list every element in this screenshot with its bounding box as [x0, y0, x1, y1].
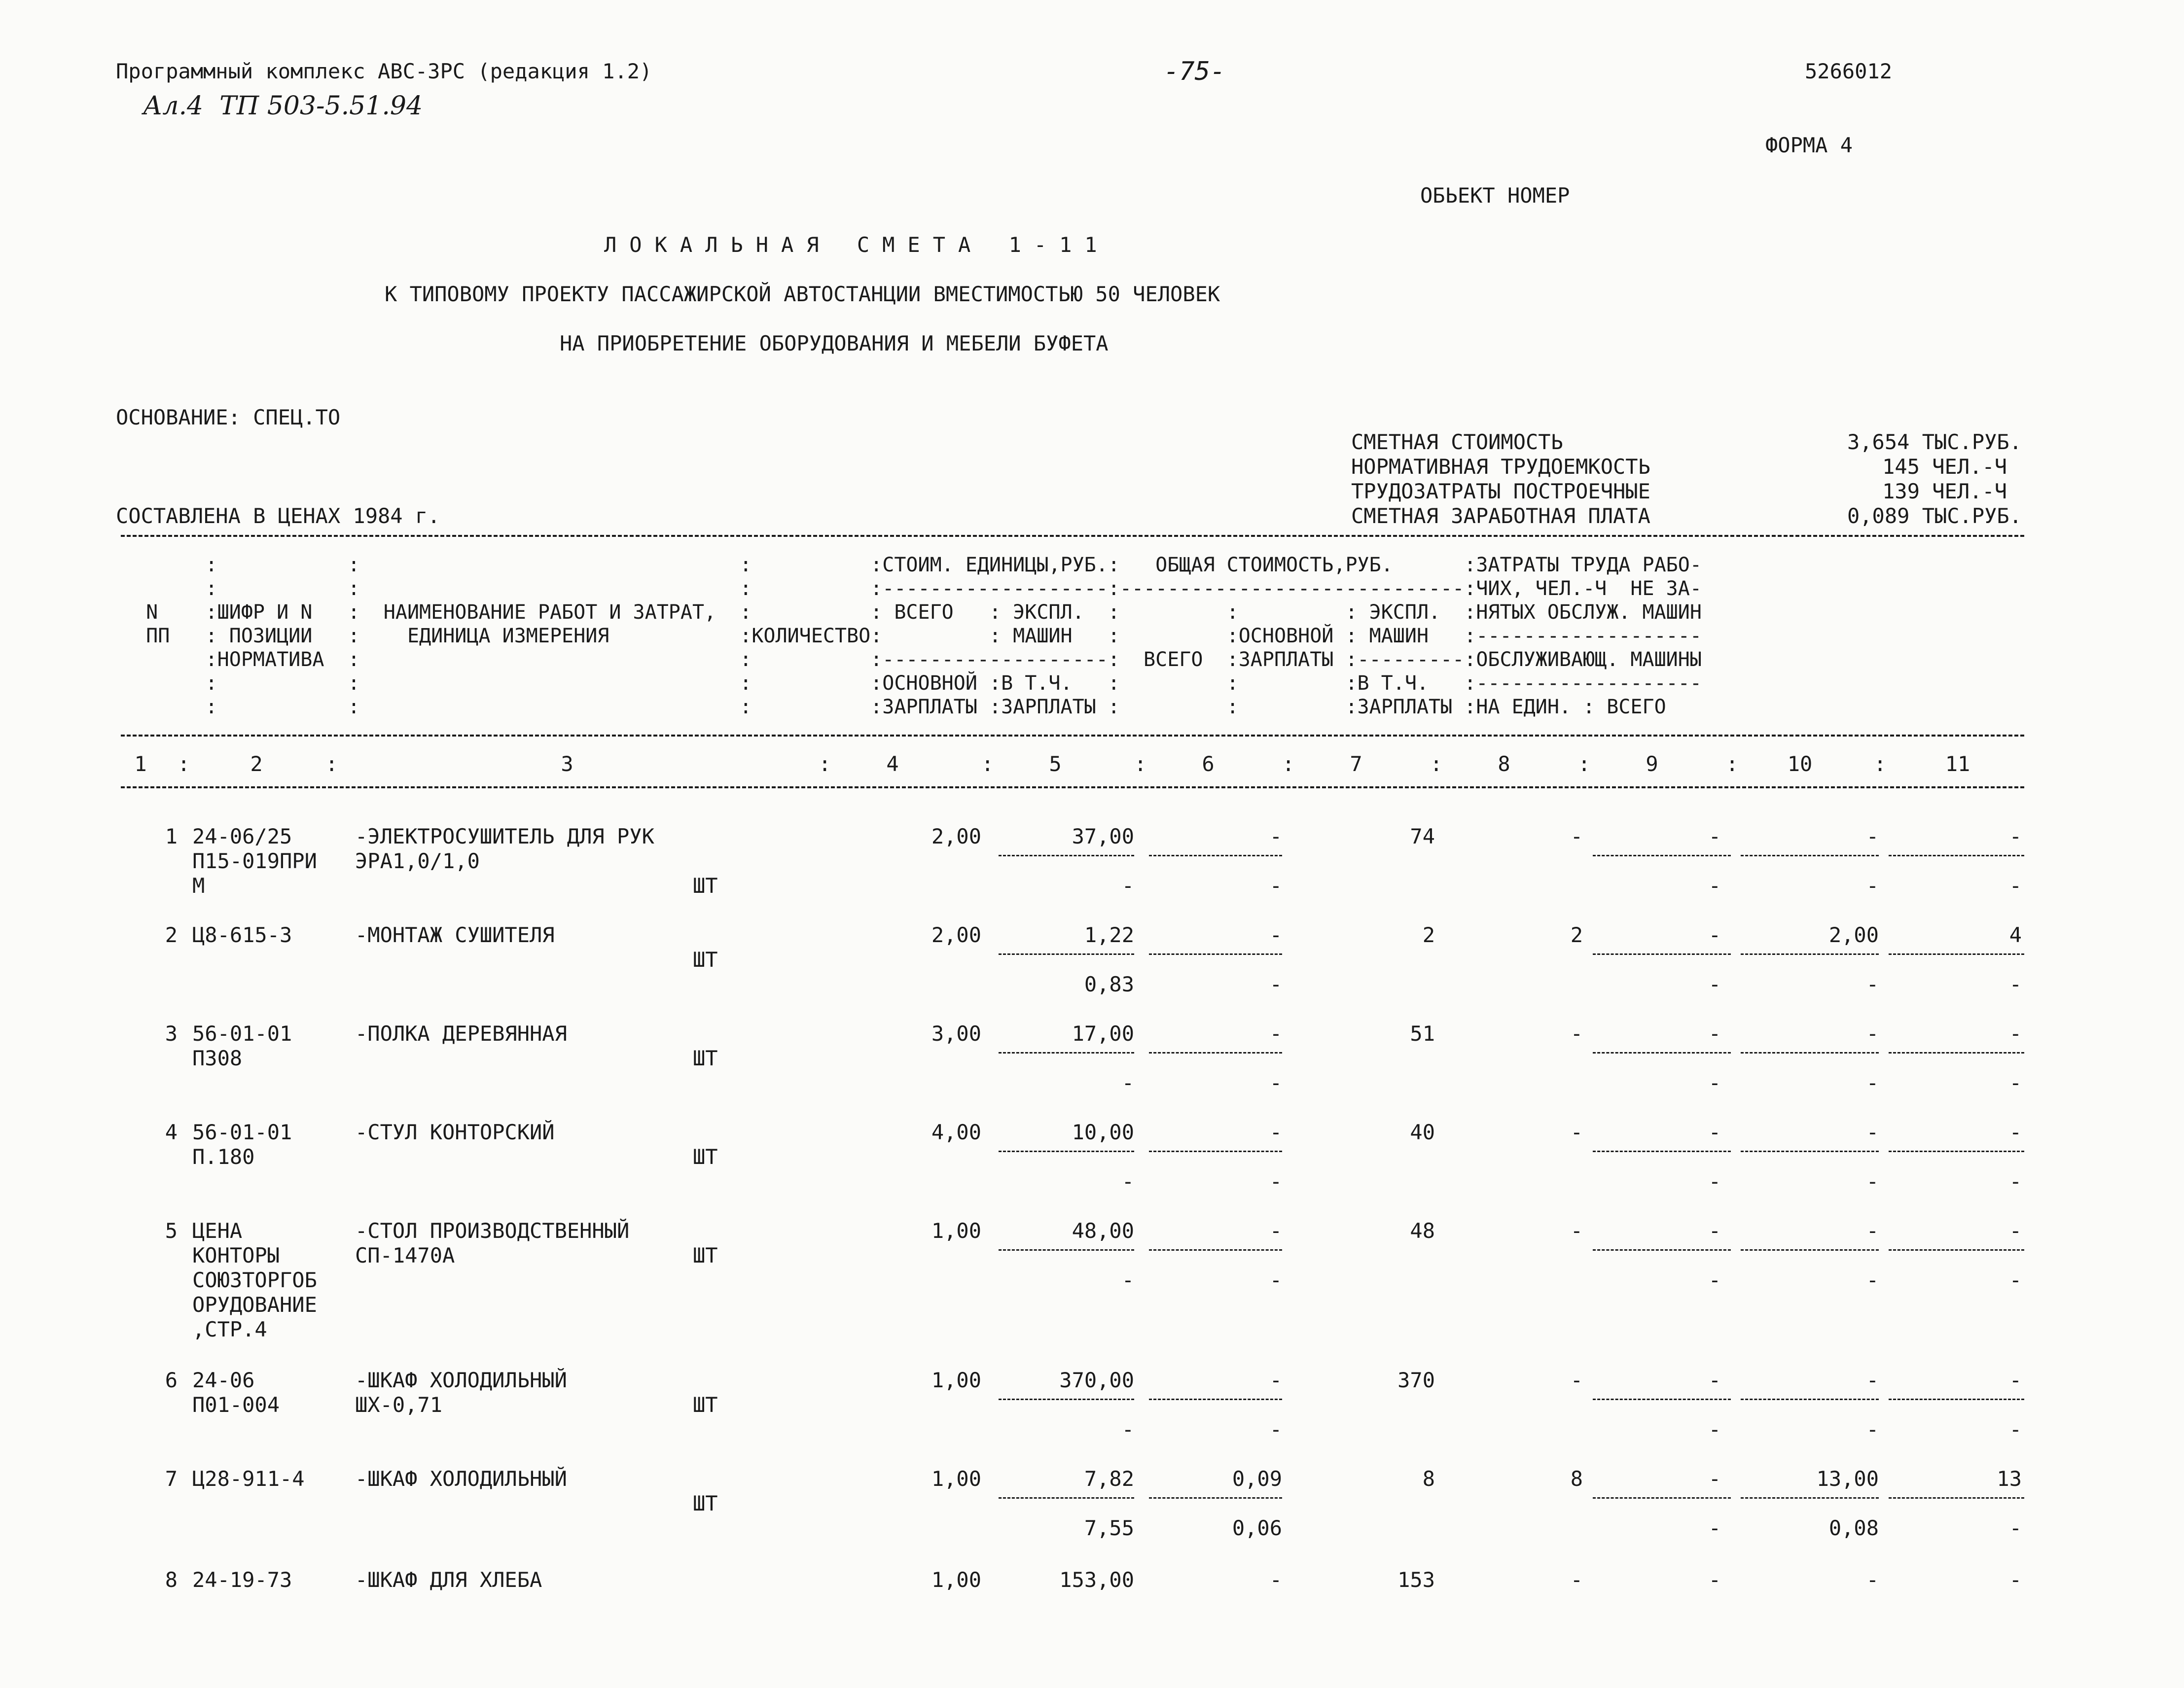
- row-code: СОЮЗТОРГОБ: [192, 1268, 317, 1292]
- table-header-line: :НОРМАТИВА : : :-------------------: ВСЕГО :ЗАРПЛАТЫ :---------:ОБСЛУЖИВАЮЩ. МАШИНЫ: [122, 648, 1702, 671]
- row-number: 1: [165, 824, 178, 848]
- row-number: 4: [165, 1120, 178, 1144]
- cell-divider: [1741, 1151, 1879, 1152]
- row-labor-unit2: -: [1866, 874, 1879, 898]
- row-name: -ШКАФ ДЛЯ ХЛЕБА: [355, 1568, 542, 1592]
- row-total-mach: -: [1708, 1120, 1721, 1144]
- row-total-mach-wage: -: [1708, 1268, 1721, 1292]
- row-unit-wage: -: [1121, 1268, 1134, 1292]
- cell-divider: [1149, 953, 1282, 955]
- row-name: ЭРА1,0/1,0: [355, 849, 480, 873]
- row-code: П15-019ПРИ: [192, 849, 317, 873]
- divider: [121, 535, 2024, 537]
- row-unit-wage: -: [1121, 1169, 1134, 1194]
- cell-divider: [999, 855, 1134, 856]
- row-total-mach: -: [1708, 1219, 1721, 1243]
- row-labor-total: -: [2009, 824, 2022, 848]
- row-total-mach: -: [1708, 1021, 1721, 1046]
- row-total-wage: -: [1570, 824, 1583, 848]
- cell-divider: [1149, 1151, 1282, 1152]
- summary-value: 0,089 ТЫС.РУБ.: [1847, 504, 2022, 528]
- row-total-wage: -: [1570, 1219, 1583, 1243]
- row-unit-wage: 7,55: [1084, 1516, 1134, 1540]
- row-unit-mach-wage: -: [1269, 1071, 1282, 1095]
- row-unit-mach: -: [1269, 923, 1282, 947]
- row-unit-total: 48,00: [1072, 1219, 1134, 1243]
- row-number: 3: [165, 1021, 178, 1046]
- column-separators: :: [1726, 752, 1739, 776]
- row-name: -ЭЛЕКТРОСУШИТЕЛЬ ДЛЯ РУК: [355, 824, 654, 848]
- cell-divider: [1741, 1497, 1879, 1499]
- column-number: 6: [1202, 752, 1215, 776]
- row-labor-unit2: -: [1866, 972, 1879, 996]
- table-header-line: N :ШИФР И N : НАИМЕНОВАНИЕ РАБОТ И ЗАТРАТ, : : ВСЕГО : ЭКСПЛ. : : : ЭКСПЛ. :НЯТЫХ ОБСЛУЖ. МАШИН: [122, 601, 1702, 624]
- row-code: Ц8-615-3: [192, 923, 292, 947]
- row-number: 8: [165, 1568, 178, 1592]
- row-name: -ШКАФ ХОЛОДИЛЬНЫЙ: [355, 1368, 567, 1392]
- row-code: 56-01-01: [192, 1021, 292, 1046]
- row-labor-total2: -: [2009, 1169, 2022, 1194]
- row-code: М: [192, 874, 205, 898]
- row-total-mach: -: [1708, 1568, 1721, 1592]
- row-number: 5: [165, 1219, 178, 1243]
- row-unit: ШТ: [693, 1491, 718, 1515]
- column-separators: :: [819, 752, 831, 776]
- cell-divider: [1889, 953, 2024, 955]
- row-unit-mach-wage: -: [1269, 1417, 1282, 1442]
- program-name: Программный комплекс АВС-3РС (редакция 1.2): [116, 59, 652, 83]
- cell-divider: [1889, 1249, 2024, 1251]
- row-total-mach-wage: -: [1708, 874, 1721, 898]
- row-total: 48: [1410, 1219, 1435, 1243]
- row-labor-total: 4: [2009, 923, 2022, 947]
- row-labor-unit: -: [1866, 1568, 1879, 1592]
- row-total-wage: 8: [1570, 1467, 1583, 1491]
- row-name: -ПОЛКА ДЕРЕВЯННАЯ: [355, 1021, 567, 1046]
- cell-divider: [1593, 855, 1731, 856]
- row-labor-total2: -: [2009, 972, 2022, 996]
- column-number: 8: [1498, 752, 1510, 776]
- basis: ОСНОВАНИЕ: СПЕЦ.ТО: [116, 405, 341, 429]
- prices-year: СОСТАВЛЕНА В ЦЕНАХ 1984 г.: [116, 504, 440, 528]
- row-unit-total: 37,00: [1072, 824, 1134, 848]
- row-unit-total: 370,00: [1059, 1368, 1134, 1392]
- row-labor-unit: -: [1866, 824, 1879, 848]
- row-qty: 1,00: [931, 1368, 981, 1392]
- row-unit-mach: -: [1269, 1120, 1282, 1144]
- row-number: 2: [165, 923, 178, 947]
- row-total-wage: -: [1570, 1120, 1583, 1144]
- column-separators: :: [981, 752, 994, 776]
- row-total-mach-wage: -: [1708, 1417, 1721, 1442]
- cell-divider: [999, 1249, 1134, 1251]
- row-labor-unit: 2,00: [1828, 923, 1879, 947]
- row-name: СП-1470А: [355, 1243, 455, 1267]
- summary-value: 139 ЧЕЛ.-Ч: [1882, 479, 2007, 503]
- row-unit-mach: -: [1269, 1368, 1282, 1392]
- column-number: 10: [1787, 752, 1813, 776]
- cell-divider: [1593, 1249, 1731, 1251]
- row-unit-mach: -: [1269, 1219, 1282, 1243]
- row-labor-unit2: -: [1866, 1417, 1879, 1442]
- handwritten-ref: Ал.4 ТП 503-5.51.94: [143, 91, 423, 121]
- row-unit-wage: -: [1121, 1071, 1134, 1095]
- cell-divider: [999, 1497, 1134, 1499]
- column-separators: :: [1578, 752, 1591, 776]
- row-labor-unit2: -: [1866, 1268, 1879, 1292]
- row-total-mach: -: [1708, 923, 1721, 947]
- row-unit-total: 10,00: [1072, 1120, 1134, 1144]
- row-name: ШХ-0,71: [355, 1393, 443, 1417]
- row-labor-unit: -: [1866, 1120, 1879, 1144]
- table-header-line: : : : :ОСНОВНОЙ :В Т.Ч. : : :В Т.Ч. :-------------------: [122, 672, 1702, 695]
- column-number: 5: [1049, 752, 1062, 776]
- row-unit-mach-wage: -: [1269, 972, 1282, 996]
- row-code: 24-19-73: [192, 1568, 292, 1592]
- summary-value: 145 ЧЕЛ.-Ч: [1882, 455, 2007, 479]
- column-separators: :: [178, 752, 190, 776]
- cell-divider: [999, 1399, 1134, 1400]
- row-labor-total2: -: [2009, 874, 2022, 898]
- column-number: 2: [250, 752, 263, 776]
- row-total-mach-wage: -: [1708, 972, 1721, 996]
- row-name: -СТУЛ КОНТОРСКИЙ: [355, 1120, 555, 1144]
- column-number: 3: [561, 752, 573, 776]
- table-header-line: ПП : ПОЗИЦИИ : ЕДИНИЦА ИЗМЕРЕНИЯ :КОЛИЧЕСТВО: : МАШИН : :ОСНОВНОЙ : МАШИН :-------------------: [122, 625, 1702, 647]
- row-number: 6: [165, 1368, 178, 1392]
- row-total: 51: [1410, 1021, 1435, 1046]
- row-qty: 3,00: [931, 1021, 981, 1046]
- row-total: 8: [1422, 1467, 1435, 1491]
- row-qty: 2,00: [931, 923, 981, 947]
- cell-divider: [1593, 1151, 1731, 1152]
- row-qty: 1,00: [931, 1568, 981, 1592]
- row-total: 2: [1422, 923, 1435, 947]
- cell-divider: [1889, 855, 2024, 856]
- column-separators: :: [1134, 752, 1147, 776]
- cell-divider: [1889, 1399, 2024, 1400]
- cell-divider: [999, 1052, 1134, 1054]
- row-total-mach-wage: -: [1708, 1071, 1721, 1095]
- estimate-subtitle: К ТИПОВОМУ ПРОЕКТУ ПАССАЖИРСКОЙ АВТОСТАНЦИИ ВМЕСТИМОСТЬЮ 50 ЧЕЛОВЕК: [385, 282, 1220, 306]
- row-code: П308: [192, 1046, 243, 1070]
- row-unit-mach-wage: -: [1269, 1268, 1282, 1292]
- row-name: -ШКАФ ХОЛОДИЛЬНЫЙ: [355, 1467, 567, 1491]
- row-unit: ШТ: [693, 1393, 718, 1417]
- row-total-mach-wage: -: [1708, 1169, 1721, 1194]
- cell-divider: [1741, 1249, 1879, 1251]
- column-number: 9: [1646, 752, 1658, 776]
- row-unit: ШТ: [693, 1145, 718, 1169]
- row-qty: 4,00: [931, 1120, 981, 1144]
- cell-divider: [1889, 1497, 2024, 1499]
- row-unit: ШТ: [693, 874, 718, 898]
- row-labor-unit: -: [1866, 1219, 1879, 1243]
- cell-divider: [1593, 953, 1731, 955]
- doc-code: 5266012: [1805, 59, 1893, 83]
- row-unit: ШТ: [693, 1243, 718, 1267]
- row-name: -СТОЛ ПРОИЗВОДСТВЕННЫЙ: [355, 1219, 630, 1243]
- row-total-wage: -: [1570, 1368, 1583, 1392]
- table-header-line: : : : :-------------------:-----------------------------:ЧИХ, ЧЕЛ.-Ч НЕ ЗА-: [122, 577, 1702, 600]
- row-labor-total: -: [2009, 1368, 2022, 1392]
- row-unit: ШТ: [693, 1046, 718, 1070]
- divider: [121, 786, 2024, 788]
- row-unit-wage: 0,83: [1084, 972, 1134, 996]
- summary-value: 3,654 ТЫС.РУБ.: [1847, 430, 2022, 454]
- row-code: ЦЕНА: [192, 1219, 243, 1243]
- cell-divider: [1149, 1052, 1282, 1054]
- table-header: [122, 553, 1702, 719]
- row-qty: 2,00: [931, 824, 981, 848]
- cell-divider: [1741, 855, 1879, 856]
- row-labor-unit2: 0,08: [1828, 1516, 1879, 1540]
- column-number: 1: [134, 752, 147, 776]
- cell-divider: [999, 1151, 1134, 1152]
- row-code: ОРУДОВАНИЕ: [192, 1293, 317, 1317]
- row-unit-total: 7,82: [1084, 1467, 1134, 1491]
- form-label: ФОРМА 4: [1765, 133, 1853, 157]
- summary-label: ТРУДОЗАТРАТЫ ПОСТРОЕЧНЫЕ: [1351, 479, 1650, 503]
- cell-divider: [1149, 1497, 1282, 1499]
- row-code: 56-01-01: [192, 1120, 292, 1144]
- row-unit-wage: -: [1121, 1417, 1134, 1442]
- row-labor-unit: -: [1866, 1021, 1879, 1046]
- row-unit-mach-wage: -: [1269, 1169, 1282, 1194]
- row-code: 24-06/25: [192, 824, 292, 848]
- row-unit-mach: -: [1269, 1021, 1282, 1046]
- row-total: 153: [1397, 1568, 1435, 1592]
- row-code: ,СТР.4: [192, 1317, 267, 1341]
- table-header-line: : : : :ЗАРПЛАТЫ :ЗАРПЛАТЫ : : :ЗАРПЛАТЫ :НА ЕДИН. : ВСЕГО: [122, 696, 1666, 718]
- estimate-subtitle-2: НА ПРИОБРЕТЕНИЕ ОБОРУДОВАНИЯ И МЕБЕЛИ БУФЕТА: [560, 331, 1109, 355]
- row-code: 24-06: [192, 1368, 255, 1392]
- cell-divider: [1741, 1052, 1879, 1054]
- row-unit-mach: -: [1269, 1568, 1282, 1592]
- row-qty: 1,00: [931, 1219, 981, 1243]
- cell-divider: [1593, 1052, 1731, 1054]
- cell-divider: [1149, 855, 1282, 856]
- row-code: П01-004: [192, 1393, 280, 1417]
- row-total-mach-wage: -: [1708, 1516, 1721, 1540]
- row-total-wage: -: [1570, 1021, 1583, 1046]
- table-header-line: : : : :СТОИМ. ЕДИНИЦЫ,РУБ.: ОБЩАЯ СТОИМОСТЬ,РУБ. :ЗАТРАТЫ ТРУДА РАБО-: [122, 554, 1702, 576]
- row-unit-total: 153,00: [1059, 1568, 1134, 1592]
- row-name: -МОНТАЖ СУШИТЕЛЯ: [355, 923, 555, 947]
- row-total-wage: 2: [1570, 923, 1583, 947]
- cell-divider: [999, 953, 1134, 955]
- row-total-wage: -: [1570, 1568, 1583, 1592]
- row-total-mach: -: [1708, 824, 1721, 848]
- row-number: 7: [165, 1467, 178, 1491]
- column-separators: :: [325, 752, 338, 776]
- cell-divider: [1593, 1497, 1731, 1499]
- row-unit-mach-wage: 0,06: [1232, 1516, 1282, 1540]
- row-labor-unit2: -: [1866, 1169, 1879, 1194]
- row-labor-total: -: [2009, 1021, 2022, 1046]
- row-unit-total: 17,00: [1072, 1021, 1134, 1046]
- row-labor-total: -: [2009, 1219, 2022, 1243]
- cell-divider: [1593, 1399, 1731, 1400]
- summary-label: СМЕТНАЯ СТОИМОСТЬ: [1351, 430, 1563, 454]
- row-unit-wage: -: [1121, 874, 1134, 898]
- row-labor-total2: -: [2009, 1417, 2022, 1442]
- row-labor-total2: -: [2009, 1516, 2022, 1540]
- cell-divider: [1149, 1399, 1282, 1400]
- row-qty: 1,00: [931, 1467, 981, 1491]
- row-labor-total2: -: [2009, 1071, 2022, 1095]
- cell-divider: [1741, 953, 1879, 955]
- column-separators: :: [1430, 752, 1443, 776]
- row-labor-unit: 13,00: [1816, 1467, 1879, 1491]
- row-total-mach: -: [1708, 1368, 1721, 1392]
- row-code: Ц28-911-4: [192, 1467, 305, 1491]
- row-total: 74: [1410, 824, 1435, 848]
- divider: [121, 735, 2024, 737]
- row-unit-total: 1,22: [1084, 923, 1134, 947]
- row-total-mach: -: [1708, 1467, 1721, 1491]
- row-unit-mach-wage: -: [1269, 874, 1282, 898]
- row-code: КОНТОРЫ: [192, 1243, 280, 1267]
- row-unit: ШТ: [693, 948, 718, 972]
- cell-divider: [1741, 1399, 1879, 1400]
- estimate-title: ЛОКАЛЬНАЯ СМЕТА 1-11: [604, 233, 1110, 257]
- object-label: ОБЬЕКТ НОМЕР: [1420, 183, 1570, 208]
- row-labor-total2: -: [2009, 1268, 2022, 1292]
- row-labor-total: -: [2009, 1568, 2022, 1592]
- cell-divider: [1889, 1052, 2024, 1054]
- row-labor-total: -: [2009, 1120, 2022, 1144]
- cell-divider: [1889, 1151, 2024, 1152]
- row-labor-unit: -: [1866, 1368, 1879, 1392]
- row-unit-mach: 0,09: [1232, 1467, 1282, 1491]
- cell-divider: [1149, 1249, 1282, 1251]
- row-total: 370: [1397, 1368, 1435, 1392]
- summary-label: НОРМАТИВНАЯ ТРУДОЕМКОСТЬ: [1351, 455, 1650, 479]
- row-labor-unit2: -: [1866, 1071, 1879, 1095]
- column-number: 4: [886, 752, 899, 776]
- row-code: П.180: [192, 1145, 255, 1169]
- column-separators: :: [1874, 752, 1887, 776]
- column-separators: :: [1282, 752, 1295, 776]
- column-number: 11: [1945, 752, 1970, 776]
- column-number: 7: [1350, 752, 1362, 776]
- page-number: -75-: [1164, 57, 1226, 86]
- summary-label: СМЕТНАЯ ЗАРАБОТНАЯ ПЛАТА: [1351, 504, 1650, 528]
- row-total: 40: [1410, 1120, 1435, 1144]
- row-unit-mach: -: [1269, 824, 1282, 848]
- row-labor-total: 13: [1997, 1467, 2022, 1491]
